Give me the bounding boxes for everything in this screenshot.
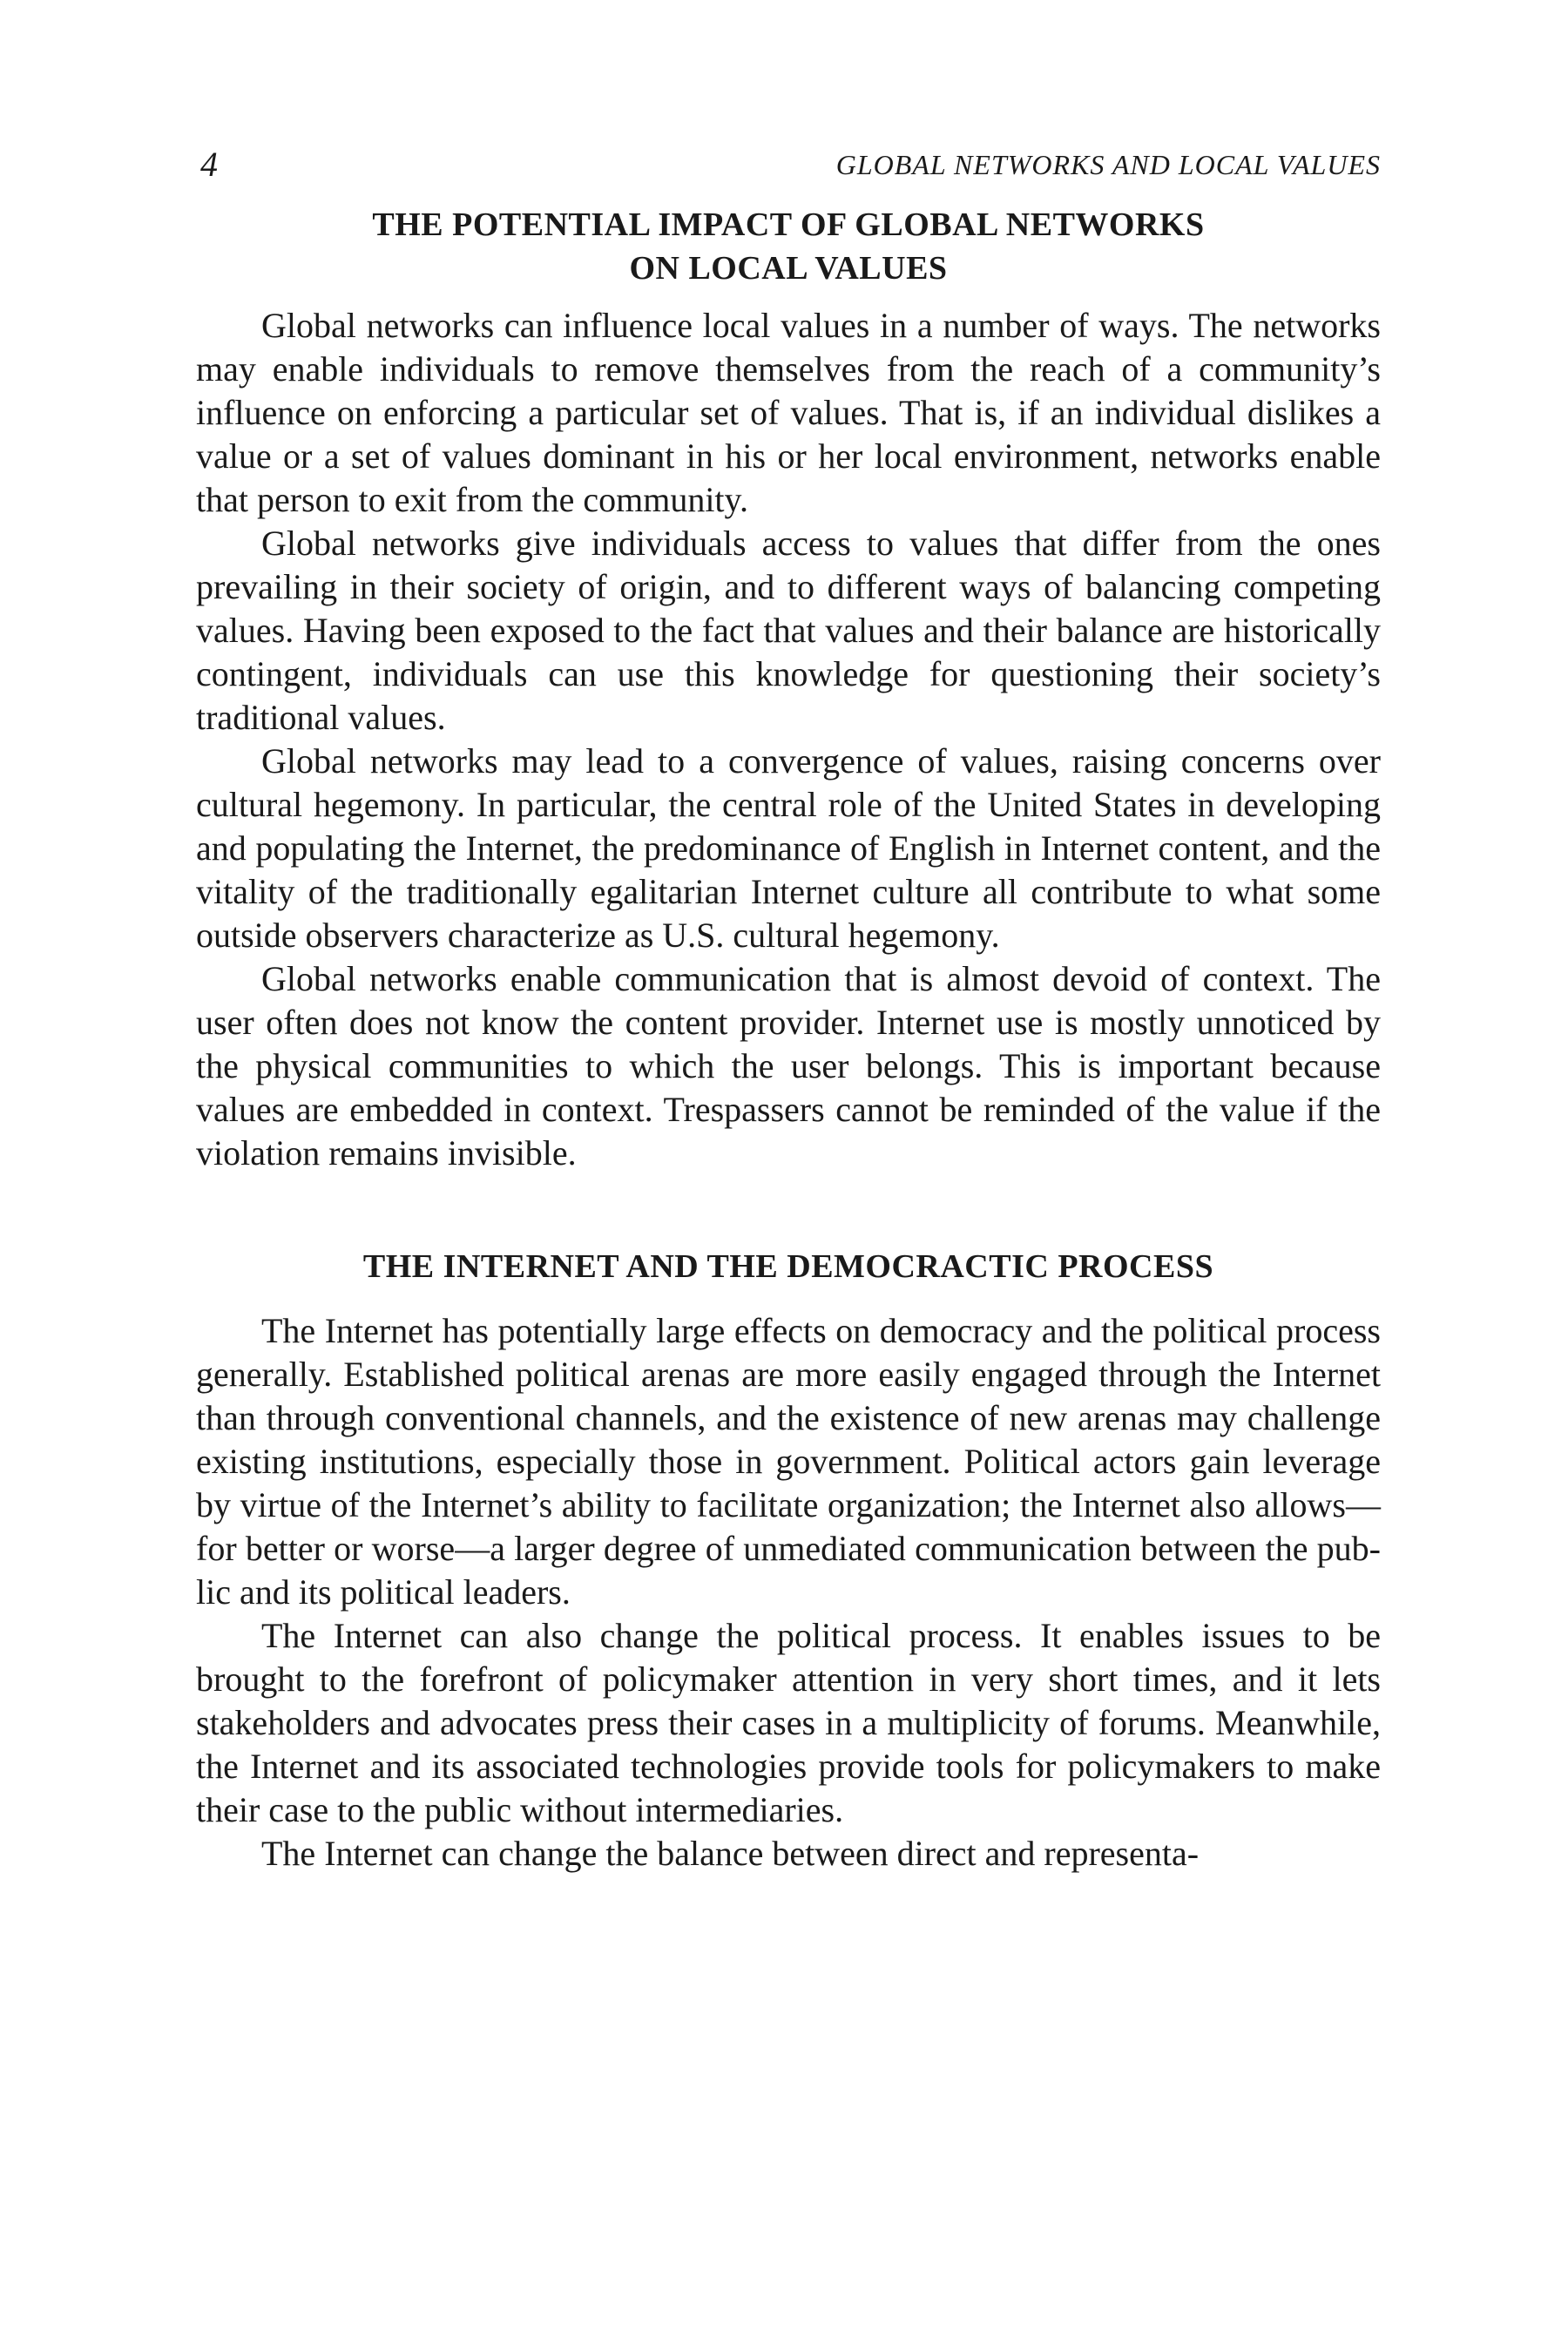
heading-line: THE INTERNET AND THE DEMOCRACTIC PROCESS xyxy=(362,1248,1214,1285)
paragraph: Global networks enable communication that is almost devoid of context. The user often does not know the content provider. Internet use is mostly unnoticed by the physical communities to which the user belongs. This is important because values are embedded in context. Trespassers cannot be reminded of the value if the violation remains invisible. xyxy=(196,959,1381,1173)
paragraph: Global networks give individuals access to values that differ from the ones prevailing in their society of origin, and to different ways of balancing competing values. Having been exposed to the fact that values and their balance are historically contingent, individuals can use this knowledge for questioning their society’s traditional values. xyxy=(196,524,1381,737)
section-internet-and-democratic-process xyxy=(196,1245,1381,1876)
section-heading xyxy=(196,1245,1381,1288)
paragraph: The Internet has potentially large effects on democracy and the political process generally. Established political arenas are more easily engaged through the Internet than through conventional channels, and the existence of new arenas may challenge existing institutions, especially those in government. Political actors gain leverage by virtue of the Internet’s ability to facilitate organization; the Internet also allows—for better or worse—a larger degree of unmediated communication between the public and its political leaders. xyxy=(196,1311,1381,1612)
heading-line: ON LOCAL VALUES xyxy=(629,250,948,287)
page-number: 4 xyxy=(200,145,218,184)
running-header xyxy=(196,144,1381,196)
section-impact-of-global-networks xyxy=(196,203,1381,1175)
section-heading xyxy=(196,203,1381,290)
paragraph: The Internet can also change the political process. It enables issues to be brought to the forefront of policymaker attention in very short times, and it lets stakeholders and advocates press their cases in a multiplicity of forums. Meanwhile, the Internet and its associated technologies provide tools for policymakers to make their case to the public without intermediaries. xyxy=(196,1616,1381,1829)
running-title: GLOBAL NETWORKS AND LOCAL VALUES xyxy=(835,149,1381,180)
book-page xyxy=(196,144,1381,1876)
paragraph: Global networks may lead to a convergence of values, raising concerns over cultural hegemony. In particular, the central role of the United States in developing and populating the Internet, the predominance of English in Internet content, and the vitality of the traditionally egalitarian Internet culture all contribute to what some outside observers characterize as U.S. cultural hegemony. xyxy=(196,741,1381,955)
paragraph: Global networks can influence local values in a number of ways. The networks may enable individuals to remove themselves from the reach of a community’s influence on enforcing a particular set of values. That is, if an individual dislikes a value or a set of values dominant in his or her local environment, networks enable that person to exit from the community. xyxy=(196,306,1381,519)
paragraph: The Internet can change the balance between direct and representa- xyxy=(261,1834,1200,1873)
heading-line: THE POTENTIAL IMPACT OF GLOBAL NETWORKS xyxy=(372,206,1205,243)
